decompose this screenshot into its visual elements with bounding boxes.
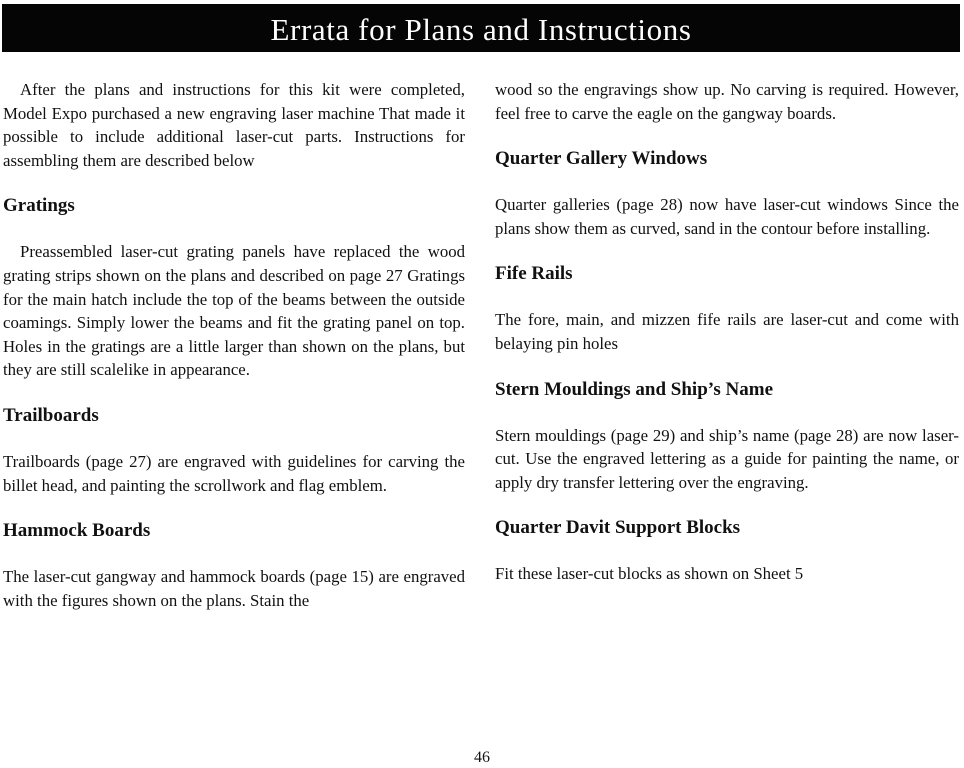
gratings-heading: Gratings	[3, 195, 75, 217]
trailboards-paragraph: Trailboards (page 27) are engraved with guidelines for carving the billet head, and painting the scrollwork and flag emblem.	[3, 451, 465, 495]
left-column	[3, 78, 465, 612]
quarter-davit-paragraph: Fit these laser-cut blocks as shown on Sheet 5	[495, 564, 804, 584]
trailboards-heading: Trailboards	[3, 404, 99, 426]
title-banner	[2, 4, 960, 52]
intro-paragraph: After the plans and instructions for this kit were completed, Model Expo purchased a new engraving laser machine That made it possible to include additional laser-cut parts. Instructions for assembling them are described below	[3, 80, 465, 170]
stern-mouldings-paragraph: Stern mouldings (page 29) and ship’s name (page 28) are now laser-cut. Use the engraved lettering as a guide for painting the name, or apply dry transfer lettering over the engraving.	[495, 425, 959, 492]
gratings-paragraph: Preassembled laser-cut grating panels have replaced the wood grating strips shown on the plans and described on page 27 Gratings for the main hatch include the top of the beams between the outside coamings. Simply lower the beams and fit the grating panel on top. Holes in the gratings are a little larger than shown on the plans, but they are still scalelike in appearance.	[3, 242, 465, 380]
fife-rails-paragraph: The fore, main, and mizzen fife rails are laser-cut and come with belaying pin holes	[495, 310, 959, 353]
fife-rails-heading: Fife Rails	[495, 263, 573, 285]
hammock-boards-paragraph: The laser-cut gangway and hammock boards (page 15) are engraved with the figures shown on the plans. Stain the	[3, 567, 465, 610]
page-title: Errata for Plans and Instructions	[270, 11, 692, 47]
quarter-gallery-paragraph: Quarter galleries (page 28) now have laser-cut windows Since the plans show them as curved, sand in the contour before installing.	[495, 195, 959, 238]
page-number: 46	[474, 749, 490, 766]
right-column	[495, 78, 959, 586]
hammock-boards-heading: Hammock Boards	[3, 520, 151, 542]
continuation-paragraph: wood so the engravings show up. No carving is required. However, feel free to carve the eagle on the gangway boards.	[495, 80, 959, 123]
quarter-davit-heading: Quarter Davit Support Blocks	[495, 517, 741, 539]
quarter-gallery-heading: Quarter Gallery Windows	[495, 148, 708, 170]
stern-mouldings-heading: Stern Mouldings and Ship’s Name	[495, 378, 774, 400]
